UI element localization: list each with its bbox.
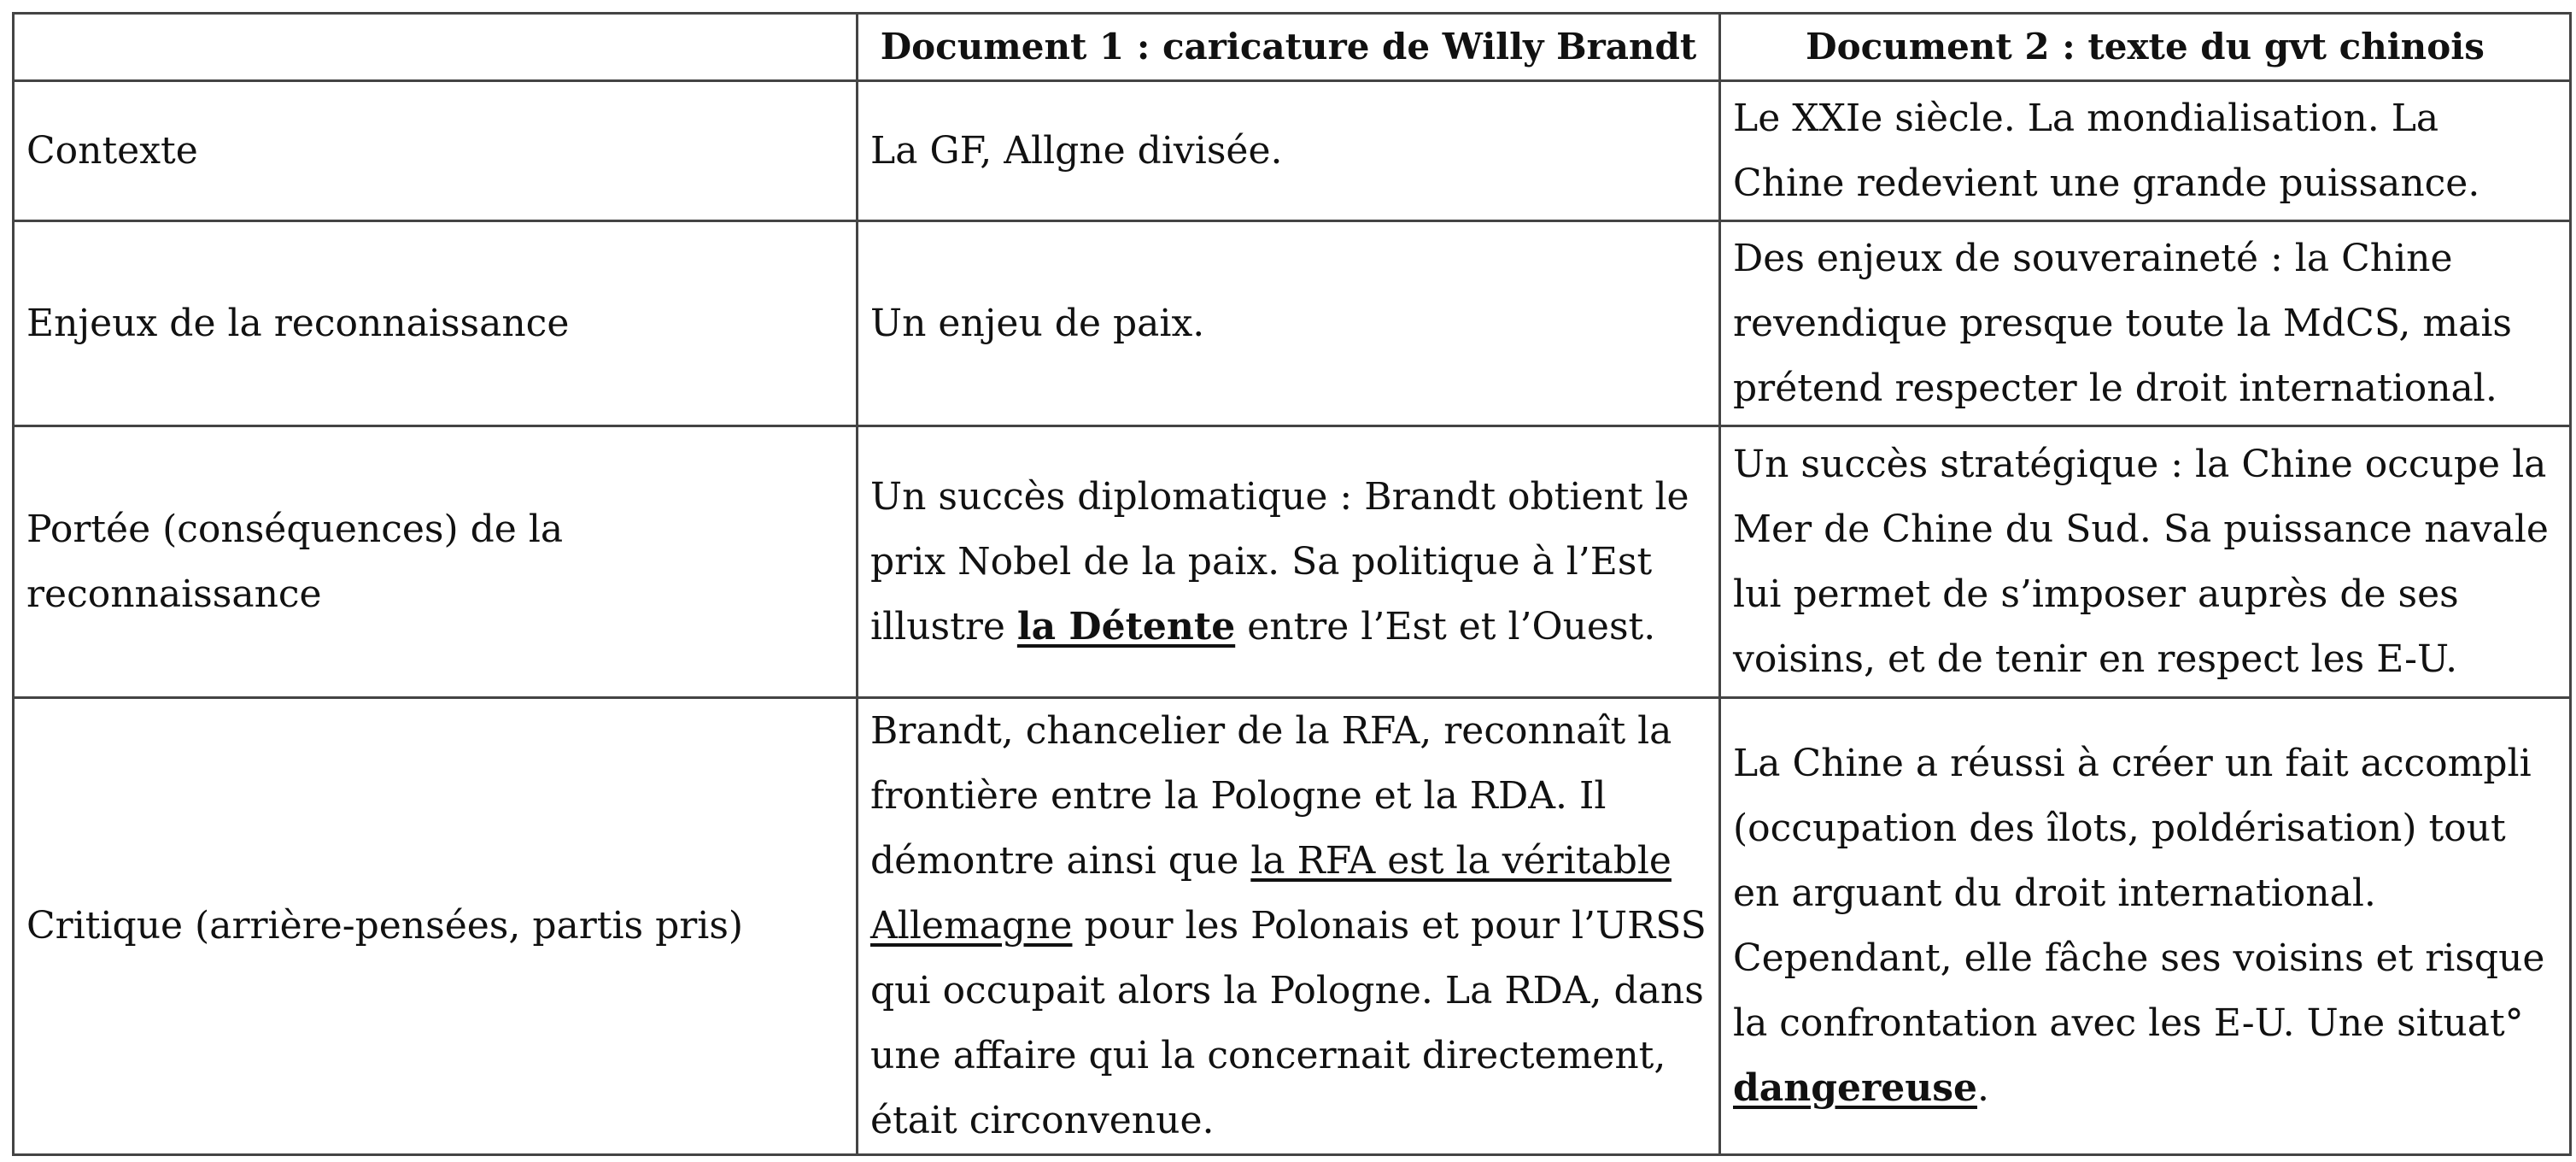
cell-portee-doc1 [858,426,1720,698]
critique-doc2-text-start: La Chine a réussi à créer un fait accompli (occupation des îlots, poldérisation) tout en arguant du droit international. Cependant, elle fâche ses voisins et risque la confrontation avec les E-U. Une situat° [1733,742,2545,1045]
cell-contexte-doc2: Le XXIe siècle. La mondialisation. La Chine redevient une grande puissance. [1720,81,2571,221]
detente-emphasis: la Détente [1016,604,1236,648]
cell-contexte-doc1: La GF, Allgne divisée. [858,81,1720,221]
header-row [14,14,2571,81]
critique-doc1-text-end: pour les Polonais et pour l’URSS qui occupait alors la Pologne. La RDA, dans une affaire qui la concernait directement, était circonvenue. [870,904,1707,1142]
row-label-contexte: Contexte [14,81,858,221]
critique-doc2-text-end: . [1976,1066,1989,1110]
portee-doc1-text-start: Un succès diplomatique : Brandt obtient le prix Nobel de la paix. Sa politique à l’Est illustre [870,474,1689,648]
header-empty-cell [14,14,858,81]
cell-portee-doc2: Un succès stratégique : la Chine occupe la Mer de Chine du Sud. Sa puissance navale lui permet de s’imposer auprès de ses voisins, et de tenir en respect les E-U. [1720,426,2571,698]
rfa-allemagne-underlined: la RFA est la véritable Allemagne [870,839,1671,948]
cell-enjeux-doc2: Des enjeux de souveraineté : la Chine revendique presque toute la MdCS, mais prétend respecter le droit international. [1720,221,2571,426]
row-label-critique: Critique (arrière-pensées, partis pris) [14,698,858,1155]
row-contexte [14,81,2571,221]
dangereuse-emphasis: dangereuse [1733,1066,1977,1110]
row-label-enjeux: Enjeux de la reconnaissance [14,221,858,426]
cell-critique-doc2 [1720,698,2571,1155]
comparison-table [12,12,2572,1156]
row-portee [14,426,2571,698]
portee-doc1-text-end: entre l’Est et l’Ouest. [1235,604,1656,648]
row-critique [14,698,2571,1155]
row-label-portee: Portée (conséquences) de la reconnaissance [14,426,858,698]
header-document-1: Document 1 : caricature de Willy Brandt [858,14,1720,81]
cell-critique-doc1 [858,698,1720,1155]
row-enjeux [14,221,2571,426]
header-document-2: Document 2 : texte du gvt chinois [1720,14,2571,81]
cell-enjeux-doc1: Un enjeu de paix. [858,221,1720,426]
critique-doc1-text-start: Brandt, chancelier de la RFA, reconnaît la frontière entre la Pologne et la RDA. Il démontre ainsi que [870,709,1672,883]
